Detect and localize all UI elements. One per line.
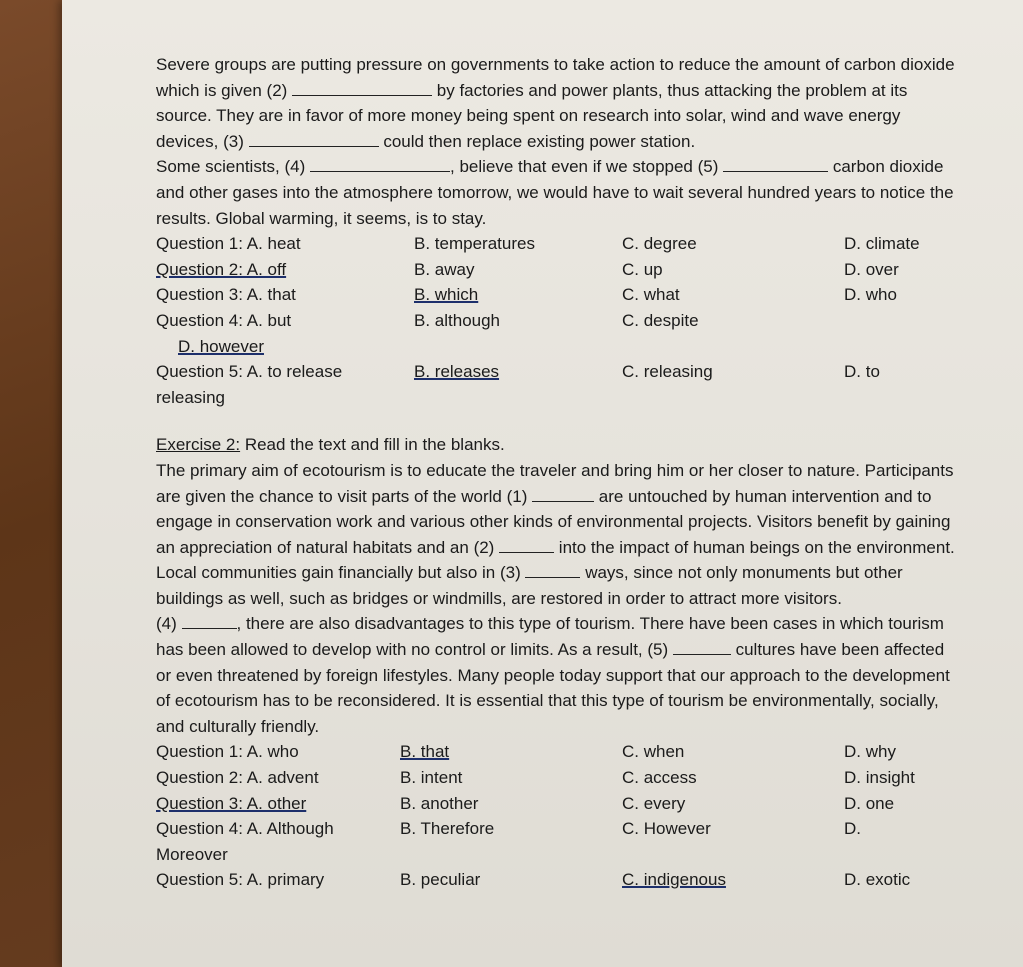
question-row [156,257,956,283]
option-c[interactable]: C. every [622,793,686,813]
option-c[interactable]: C. access [622,768,697,788]
option-a[interactable]: Question 5: A. primary [156,870,325,890]
paragraph-text: Some scientists, (4) [156,157,310,177]
paragraph-text: ways, since not only monuments but other buildings as well, such as bridges or windmills, are restored in order to attract more visitors. [156,563,903,608]
option-c[interactable]: C. up [622,259,663,279]
ex1-questions [156,231,956,410]
option-a[interactable]: Question 1: A. who [156,742,299,762]
option-a[interactable]: Question 3: A. that [156,285,296,305]
paragraph-text: by factories and power plants, thus attacking the problem at its source. They are in favor of more money being spent on research into solar, wind and wave energy devices, (3) [156,80,908,151]
option-b[interactable]: B. peculiar [400,870,481,890]
question-row [156,765,956,791]
paragraph-text: are untouched by human intervention and to engage in conservation work and various other kinds of environmental projects. Visitors benefit by gaining an appreciation of natural habitats and an (2) [156,486,951,557]
option-d[interactable]: D. why [844,742,896,762]
option-continuation[interactable]: releasing [156,387,225,407]
option-c[interactable]: C. indigenous [622,870,726,890]
option-d[interactable]: D. climate [844,234,920,254]
option-c[interactable]: C. degree [622,234,697,254]
paragraph-text: (4) [156,614,182,634]
option-d[interactable]: D. over [844,259,899,279]
question-row [156,359,956,385]
option-a[interactable]: Question 2: A. advent [156,768,319,788]
option-d[interactable]: D. insight [844,768,915,788]
paragraph-text: cultures have been affected or even threatened by foreign lifestyles. Many people today support that our approach to the development of ecotourism has to be reconsidered. It is essential that this type of tourism be environmentally, socially, and culturally friendly. [156,640,950,736]
option-b[interactable]: B. that [400,742,450,762]
answer-blank[interactable] [723,155,828,172]
option-continuation[interactable]: D. however [178,336,264,356]
option-d[interactable]: D. exotic [844,870,911,890]
option-d[interactable]: D. one [844,793,895,813]
option-b[interactable]: B. intent [400,768,463,788]
option-b[interactable]: B. away [414,259,475,279]
option-b[interactable]: B. another [400,793,479,813]
ex1-paragraph-1 [156,52,956,154]
option-a[interactable]: Question 2: A. off [156,259,287,279]
answer-blank[interactable] [292,79,432,96]
option-c[interactable]: C. when [622,742,685,762]
ex2-title-text: Read the text and fill in the blanks. [240,435,505,455]
option-d[interactable]: D. who [844,285,897,305]
option-b[interactable]: B. releases [414,362,500,382]
option-continuation[interactable]: Moreover [156,844,228,864]
option-d[interactable]: D. [844,819,861,839]
answer-blank[interactable] [532,485,594,502]
paragraph-text: The primary aim of ecotourism is to educate the traveler and bring him or her closer to nature. Participants are given the chance to visit parts of the world (1) [156,460,954,506]
option-a[interactable]: Question 4: A. but [156,310,292,330]
paragraph-text: could then replace existing power station. [378,131,696,151]
paragraph-text: carbon dioxide and other gases into the atmosphere tomorrow, we would have to wait several hundred years to notice the results. Global warming, it seems, is to stay. [156,157,954,228]
option-a[interactable]: Question 5: A. to release [156,362,343,382]
option-a[interactable]: Question 3: A. other [156,793,307,813]
question-row [156,867,956,893]
worksheet-page [62,0,1023,967]
option-b[interactable]: B. which [414,285,479,305]
answer-blank[interactable] [249,130,379,147]
question-row [156,739,956,765]
option-a[interactable]: Question 1: A. heat [156,234,301,254]
question-row [156,816,956,842]
option-b[interactable]: B. temperatures [414,234,535,254]
option-d[interactable] [844,308,954,334]
option-d[interactable]: D. to [844,362,880,382]
paragraph-text: Severe groups are putting pressure on governments to take action to reduce the amount of carbon dioxide which is given (2) [156,55,955,100]
ex2-paragraph-1 [156,458,956,612]
question-row [156,791,956,817]
option-b[interactable]: B. although [414,310,501,330]
answer-blank[interactable] [182,612,237,629]
option-a[interactable]: Question 4: A. Although [156,819,334,839]
ex2-title-label: Exercise 2: [156,435,241,455]
option-c[interactable]: C. releasing [622,362,713,382]
option-c[interactable]: C. despite [622,310,699,330]
ex2-paragraph-2 [156,611,956,739]
answer-blank[interactable] [310,155,450,172]
question-row [156,231,956,257]
paragraph-text: , there are also disadvantages to this type of tourism. There have been cases in which tourism has been allowed to develop with no control or limits. As a result, (5) [156,614,944,660]
paragraph-text: into the impact of human beings on the environment. Local communities gain financially but also in (3) [156,537,955,583]
ex1-paragraph-2 [156,154,956,231]
ex2-questions [156,739,956,893]
ex2-title [156,432,956,458]
worksheet-content [156,52,956,893]
question-row [156,282,956,308]
answer-blank[interactable] [525,561,580,578]
option-c[interactable]: C. what [622,285,680,305]
answer-blank[interactable] [499,536,554,553]
answer-blank[interactable] [673,638,731,655]
paragraph-text: , believe that even if we stopped (5) [450,157,724,177]
option-b[interactable]: B. Therefore [400,819,495,839]
question-row [156,308,956,334]
option-c[interactable]: C. However [622,819,711,839]
